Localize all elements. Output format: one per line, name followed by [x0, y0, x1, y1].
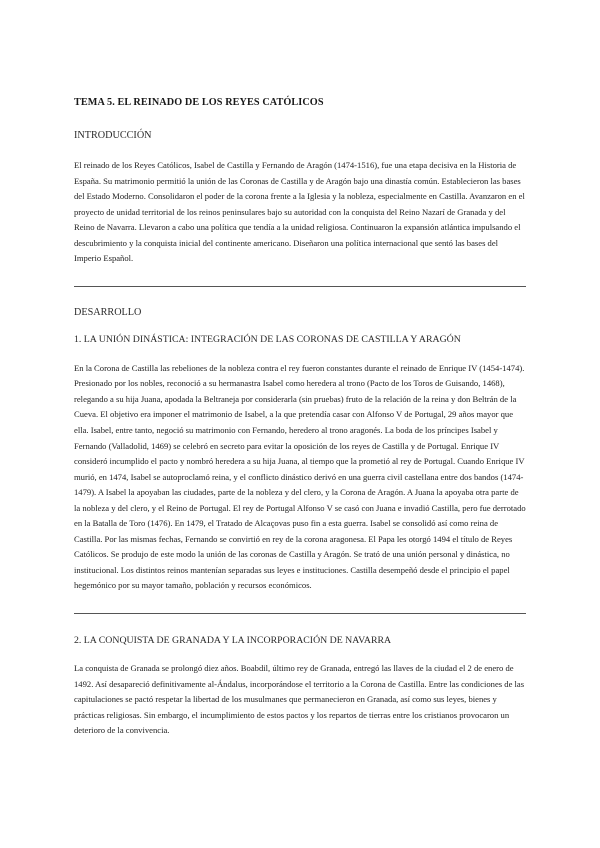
document-title: TEMA 5. EL REINADO DE LOS REYES CATÓLICOS: [74, 97, 324, 108]
document-page: [74, 96, 526, 739]
development-heading: DESARROLLO: [74, 306, 142, 318]
section-divider: [74, 613, 526, 614]
section-1-paragraph: En la Corona de Castilla las rebeliones de la nobleza contra el rey fueron constantes durante el reinado de Enrique IV (1454-1474). Presionado por los nobles, reconoció a su hermanastra Isabel como heredera al trono (Pacto de los Toros de Guisando, 1468), relegando a su hija Juana, apodada la Beltraneja por considerarla (sin pruebas) fruto de la relación de la reina y don Beltrán de la Cueva. El objetivo era imponer el matrimonio de Isabel, a la que pretendía casar con Alfonso V de Portugal, 29 años mayor que ella. Isabel, entre tanto, negoció su matrimonio con Fernando, heredero al trono aragonés. La boda de los príncipes Isabel y Fernando (Valladolid, 1469) se celebró en secreto para evitar la oposición de los reyes de Castilla y de Portugal. Enrique IV consideró incumplido el pacto y nombró heredera a su hija Juana, al tiempo que la prometió al rey de Portugal. Cuando Enrique IV murió, en 1474, Isabel se autoproclamó reina, y el conflicto dinástico derivó en una guerra civil castellana entre dos bandos (1474-1479). A Isabel la apoyaban las ciudades, parte de la nobleza y del clero, y la Corona de Aragón. A Juana la apoyaba otra parte de la nobleza y del clero, y el Reino de Portugal. El rey de Portugal Alfonso V se casó con Juana e invadió Castilla, pero fue derrotado en la Batalla de Toro (1476). En 1479, el Tratado de Alcaçovas puso fin a esta guerra. Isabel se consolidó así como reina de Castilla. Por las mismas fechas, Fernando se convirtió en rey de la corona aragonesa. El Papa les otorgó 1494 el título de Reyes Católicos. Se produjo de este modo la unión de las coronas de Castilla y Aragón. Se trató de una unión personal y dinástica, no institucional. Los distintos reinos mantenían separadas sus leyes e instituciones. Castilla desempeñó desde el principio el papel hegemónico por su mayor tamaño, población y recursos económicos.: [74, 362, 526, 591]
section-1-heading: 1. LA UNIÓN DINÁSTICA: INTEGRACIÓN DE LAS CORONAS DE CASTILLA Y ARAGÓN: [74, 333, 461, 345]
section-2-paragraph: La conquista de Granada se prolongó diez años. Boabdil, último rey de Granada, entregó las llaves de la ciudad el 2 de enero de 1492. Así desapareció definitivamente al-Ándalus, incorporándose el territorio a la Corona de Castilla. Entre las condiciones de las capitulaciones se pactó respetar la libertad de los musulmanes que permanecieron en Granada, así como sus leyes, bienes y prácticas religiosas. Sin embargo, el incumplimiento de estos pactos y los repartos de tierras entre los cristianos provocaron un deterioro de la convivencia.: [74, 663, 525, 736]
section-2-heading: 2. LA CONQUISTA DE GRANADA Y LA INCORPORACIÓN DE NAVARRA: [74, 635, 392, 647]
intro-paragraph: El reinado de los Reyes Católicos, Isabel de Castilla y Fernando de Aragón (1474-1516), fue una etapa decisiva en la Historia de España. Su matrimonio permitió la unión de las Coronas de Castilla y de Aragón bajo una dinastía común. Establecieron las bases del Estado Moderno. Consolidaron el poder de la corona frente a la Iglesia y la nobleza, especialmente en Castilla. Avanzaron en el proyecto de unidad territorial de los reinos peninsulares bajo su autoridad con la conquista del Reino Nazarí de Granada y del Reino de Navarra. Llevaron a cabo una política que tendía a la unidad religiosa. Continuaron la expansión atlántica impulsando el descubrimiento y la conquista inicial del continente americano. Diseñaron una política internacional que sentó las bases del Imperio Español.: [74, 160, 525, 264]
intro-heading: INTRODUCCIÓN: [74, 130, 152, 141]
section-divider: [74, 286, 526, 287]
